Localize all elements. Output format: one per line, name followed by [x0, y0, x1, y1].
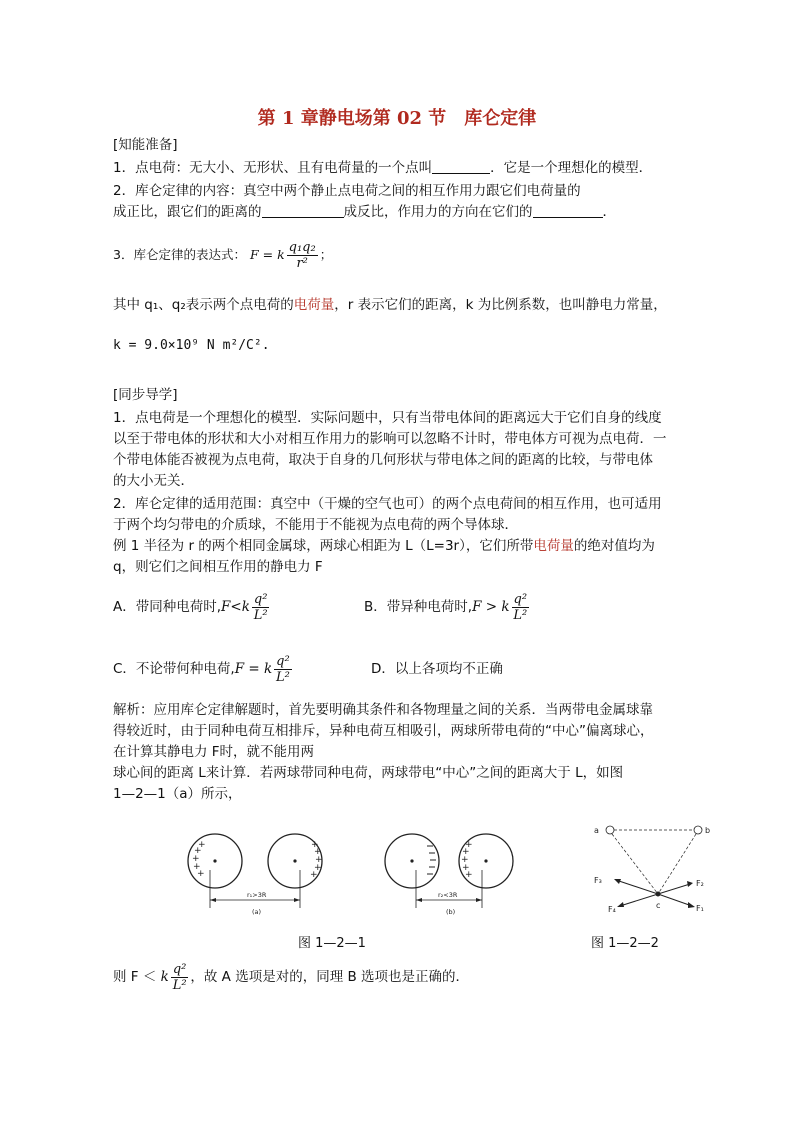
knowledge-item-3: 3．库仑定律的表达式： F = k $\frac{\text{q₁q₂}}{\text{r²}}$ ；	[113, 240, 333, 271]
analysis-line2: 得较近时，由于同种电荷互相排斥，异种电荷互相吸引，两球所带电荷的“中心”偏离球心，	[113, 723, 654, 739]
svg-text:+: +	[194, 846, 202, 856]
label-r1: r₁>3R	[247, 891, 267, 899]
force-f1-label: F₁	[696, 904, 704, 913]
option-b-fraction: $\frac{\text{q²}}{\text{L²}}$	[513, 591, 528, 623]
figure-1-2-2-caption: 图 1—2—2	[591, 936, 659, 951]
knowledge-where-line: 其中 q₁、q₂表示两个点电荷的电荷量，r 表示它们的距离，k 为比例系数，也叫静电力常量，	[113, 297, 667, 313]
analysis-line1: 解析：应用库仑定律解题时，首先要明确其条件和各物理量之间的关系．当两带电金属球靠	[113, 702, 653, 718]
fill-blank	[262, 204, 344, 218]
keyword-charge: 电荷量	[533, 538, 574, 554]
analysis-conclusion: 则 F ＜ k $\frac{\text{q²}}{\text{L²}}$ ，故 A 选项是对的，同理 B 选项也是正确的．	[113, 961, 470, 993]
conclusion-fraction: $\frac{\text{q²}}{\text{L²}}$	[172, 961, 187, 993]
guide-p1-line1: 1．点电荷是一个理想化的模型．实际问题中，只有当带电体间的距离远大于它们自身的线度	[113, 410, 662, 426]
option-a: A．带同种电荷时,F<k $\frac{\text{q²}}{\text{L²}}$	[113, 591, 268, 623]
option-c: C．不论带何种电荷,F = k $\frac{\text{q²}}{\text{L²}}$	[113, 653, 290, 685]
svg-text:+: +	[465, 870, 473, 880]
force-f3-label: F₃	[594, 876, 602, 885]
svg-text:+: +	[310, 870, 318, 880]
knowledge-item-1: 1．点电荷：无大小、无形状、且有电荷量的一个点叫 ．它是一个理想化的模型．	[113, 160, 653, 176]
figure-1-2-2	[590, 822, 730, 922]
guide-p1-line4: 的大小无关．	[113, 473, 194, 489]
page-title: 第 1 章静电场第 02 节 库仑定律	[257, 108, 537, 129]
svg-text:+: +	[465, 840, 473, 850]
fill-blank	[432, 160, 490, 174]
option-b: B．带异种电荷时,F > k $\frac{\text{q²}}{\text{L²}}$	[364, 591, 528, 623]
point-a-label: a	[594, 826, 599, 835]
figure-1-2-1-caption: 图 1—2—1	[298, 936, 366, 951]
force-f4-label: F₄	[608, 905, 616, 914]
svg-text:+: +	[461, 855, 469, 865]
force-f2-label: F₂	[696, 879, 704, 888]
option-c-fraction: $\frac{\text{q²}}{\text{L²}}$	[276, 653, 290, 685]
guide-p1-line3: 个带电体能否被视为点电荷，取决于自身的几何形状与带电体之间的距离的比较，与带电体	[113, 452, 653, 468]
fill-blank	[533, 204, 603, 218]
example-1-line2: q，则它们之间相互作用的静电力 F	[113, 559, 323, 575]
section-heading-knowledge: [知能准备]	[113, 137, 178, 153]
svg-text:+: +	[197, 869, 205, 879]
coulomb-constant-value: k = 9.0×10⁹ N m²/C².	[113, 338, 270, 353]
svg-text:+: +	[314, 847, 322, 857]
analysis-line3: 在计算其静电力 F时，就不能用两	[113, 744, 315, 760]
label-b: (b)	[446, 908, 456, 916]
keyword-charge: 电荷量	[293, 297, 335, 313]
option-d: D．以上各项均不正确	[371, 661, 503, 677]
svg-text:+: +	[315, 855, 323, 865]
point-b-label: b	[705, 826, 711, 835]
svg-text:+: +	[192, 854, 200, 864]
knowledge-item-2-line2: 成正比，跟它们的距离的 成反比，作用力的方向在它们的 ．	[113, 204, 616, 220]
guide-p2-line1: 2．库仑定律的适用范围：真空中（干燥的空气也可）的两个点电荷间的相互作用，也可适用	[113, 496, 662, 512]
svg-text:+: +	[198, 840, 206, 850]
label-r2: r₂<3R	[438, 891, 458, 899]
svg-text:+: +	[462, 847, 470, 857]
guide-p1-line2: 以至于带电体的形状和大小对相互作用力的影响可以忽略不计时，带电体方可视为点电荷．一	[113, 431, 667, 447]
analysis-line5: 1—2—1（a）所示，	[113, 786, 242, 802]
option-a-fraction: $\frac{\text{q²}}{\text{L²}}$	[253, 591, 268, 623]
knowledge-item-2-line1: 2．库仑定律的内容：真空中两个静止点电荷之间的相互作用力跟它们电荷量的	[113, 183, 581, 199]
svg-text:+: +	[314, 863, 322, 873]
analysis-line4: 球心间的距离 L来计算．若两球带同种电荷，两球带电“中心”之间的距离大于 L，如图	[113, 765, 624, 781]
figure-1-2-1	[186, 826, 530, 922]
point-c-label: c	[656, 901, 661, 910]
label-a: (a)	[252, 908, 262, 916]
guide-p2-line2: 于两个均匀带电的介质球，不能用于不能视为点电荷的两个导体球．	[113, 517, 518, 533]
coulomb-formula-fraction: $\frac{\text{q₁q₂}}{\text{r²}}$	[288, 240, 316, 271]
svg-text:+: +	[311, 840, 319, 850]
example-1-line1: 例 1 半径为 r 的两个相同金属球，两球心相距为 L（L=3r），它们所带电荷量的绝对值均为	[113, 538, 655, 554]
section-heading-guide: [同步导学]	[113, 387, 178, 403]
svg-text:+: +	[193, 862, 201, 872]
svg-text:+: +	[462, 863, 470, 873]
